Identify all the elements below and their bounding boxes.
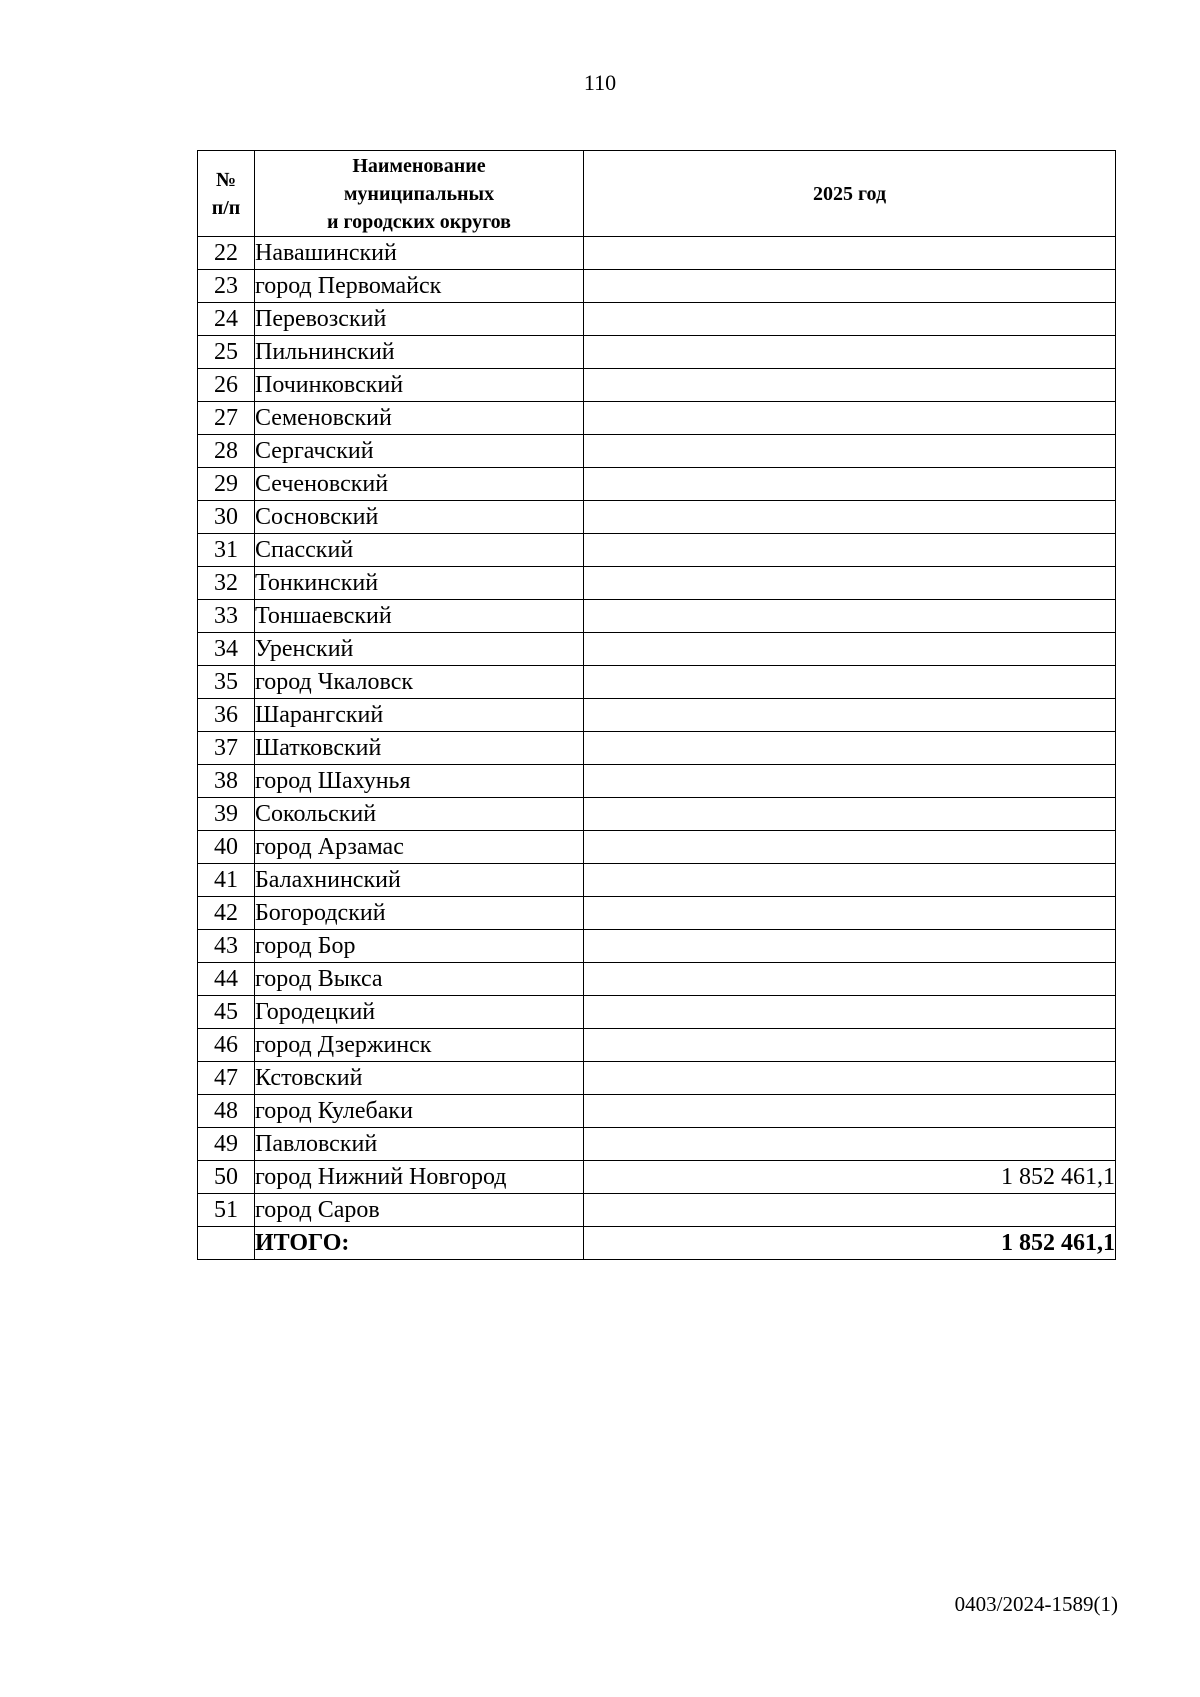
row-value: [584, 501, 1116, 534]
row-value: [584, 831, 1116, 864]
row-value: [584, 270, 1116, 303]
row-value: 1 852 461,1: [584, 1161, 1116, 1194]
row-value: [584, 864, 1116, 897]
row-name: Тонкинский: [255, 567, 584, 600]
table-row: [198, 501, 1116, 534]
total-label: ИТОГО:: [255, 1227, 584, 1260]
table-row: [198, 831, 1116, 864]
row-name: город Первомайск: [255, 270, 584, 303]
table-row: [198, 699, 1116, 732]
row-number: 44: [198, 963, 255, 996]
table-row: [198, 1194, 1116, 1227]
table-row: [198, 336, 1116, 369]
row-number: 33: [198, 600, 255, 633]
row-value: [584, 369, 1116, 402]
row-number: 49: [198, 1128, 255, 1161]
row-name: Сокольский: [255, 798, 584, 831]
table-row: [198, 1029, 1116, 1062]
row-value: [584, 435, 1116, 468]
row-number: 30: [198, 501, 255, 534]
row-value: [584, 1095, 1116, 1128]
table-row: [198, 435, 1116, 468]
table-header-row: [198, 151, 1116, 237]
row-name: город Выкса: [255, 963, 584, 996]
row-name: город Дзержинск: [255, 1029, 584, 1062]
row-value: [584, 534, 1116, 567]
table-row: [198, 1062, 1116, 1095]
table-row: [198, 369, 1116, 402]
table-row: [198, 600, 1116, 633]
budget-table: [197, 150, 1116, 1260]
page-number: 110: [583, 70, 617, 95]
total-value: 1 852 461,1: [584, 1227, 1116, 1260]
row-value: [584, 1194, 1116, 1227]
table-row: [198, 1095, 1116, 1128]
table-row: [198, 633, 1116, 666]
table-row: [198, 1128, 1116, 1161]
header-name-line2: муниципальных: [343, 182, 495, 205]
row-number: 26: [198, 369, 255, 402]
row-number: 45: [198, 996, 255, 1029]
header-num: [198, 151, 255, 237]
row-value: [584, 600, 1116, 633]
row-number: 43: [198, 930, 255, 963]
row-value: [584, 996, 1116, 1029]
row-number: 37: [198, 732, 255, 765]
row-number: 25: [198, 336, 255, 369]
row-number: 36: [198, 699, 255, 732]
row-name: Починковский: [255, 369, 584, 402]
row-name: город Бор: [255, 930, 584, 963]
document-code: 0403/2024-1589(1): [954, 1592, 1118, 1616]
row-number: 22: [198, 237, 255, 270]
row-number: 50: [198, 1161, 255, 1194]
row-value: [584, 798, 1116, 831]
row-number: 47: [198, 1062, 255, 1095]
row-number: 23: [198, 270, 255, 303]
row-number: 29: [198, 468, 255, 501]
row-name: Городецкий: [255, 996, 584, 1029]
row-name: Павловский: [255, 1128, 584, 1161]
row-number: 39: [198, 798, 255, 831]
row-number: 24: [198, 303, 255, 336]
row-value: [584, 402, 1116, 435]
row-name: город Саров: [255, 1194, 584, 1227]
table-row: [198, 402, 1116, 435]
row-value: [584, 1029, 1116, 1062]
row-name: Спасский: [255, 534, 584, 567]
row-value: [584, 567, 1116, 600]
row-name: город Арзамас: [255, 831, 584, 864]
row-name: город Нижний Новгород: [255, 1161, 584, 1194]
row-number: 51: [198, 1194, 255, 1227]
row-name: город Шахунья: [255, 765, 584, 798]
table-row: [198, 732, 1116, 765]
table-row: [198, 996, 1116, 1029]
header-num-line2: п/п: [211, 196, 241, 219]
row-name: Кстовский: [255, 1062, 584, 1095]
row-name: Тоншаевский: [255, 600, 584, 633]
table-row: [198, 1161, 1116, 1194]
row-name: Шарангский: [255, 699, 584, 732]
row-number: 34: [198, 633, 255, 666]
table-row: [198, 303, 1116, 336]
row-number: 48: [198, 1095, 255, 1128]
row-name: город Чкаловск: [255, 666, 584, 699]
table-row: [198, 534, 1116, 567]
row-value: [584, 237, 1116, 270]
row-number: 27: [198, 402, 255, 435]
row-value: [584, 633, 1116, 666]
header-year: 2025 год: [584, 151, 1116, 237]
row-number: 41: [198, 864, 255, 897]
row-name: Шатковский: [255, 732, 584, 765]
row-name: Семеновский: [255, 402, 584, 435]
table-row: [198, 765, 1116, 798]
row-value: [584, 336, 1116, 369]
table-row: [198, 897, 1116, 930]
table-row: [198, 798, 1116, 831]
header-name-line1: Наименование: [352, 154, 486, 177]
row-value: [584, 930, 1116, 963]
row-value: [584, 765, 1116, 798]
total-empty-cell: [198, 1227, 255, 1260]
row-number: 28: [198, 435, 255, 468]
row-number: 38: [198, 765, 255, 798]
table-row: [198, 963, 1116, 996]
header-name: [255, 151, 584, 237]
row-name: Навашинский: [255, 237, 584, 270]
table-row: [198, 468, 1116, 501]
table-row: [198, 666, 1116, 699]
row-name: Балахнинский: [255, 864, 584, 897]
row-value: [584, 732, 1116, 765]
row-name: город Кулебаки: [255, 1095, 584, 1128]
table-row: [198, 237, 1116, 270]
row-value: [584, 1062, 1116, 1095]
header-num-line1: №: [215, 168, 237, 191]
table-row: [198, 864, 1116, 897]
table-row: [198, 567, 1116, 600]
header-name-line3: и городских округов: [327, 210, 511, 233]
row-value: [584, 897, 1116, 930]
row-value: [584, 1128, 1116, 1161]
row-number: 32: [198, 567, 255, 600]
row-name: Сеченовский: [255, 468, 584, 501]
row-number: 42: [198, 897, 255, 930]
row-name: Сергачский: [255, 435, 584, 468]
row-value: [584, 963, 1116, 996]
row-number: 40: [198, 831, 255, 864]
table-body: [198, 237, 1116, 1260]
row-number: 46: [198, 1029, 255, 1062]
row-value: [584, 666, 1116, 699]
table-row: [198, 930, 1116, 963]
row-name: Уренский: [255, 633, 584, 666]
row-value: [584, 699, 1116, 732]
row-name: Пильнинский: [255, 336, 584, 369]
row-value: [584, 303, 1116, 336]
row-name: Богородский: [255, 897, 584, 930]
row-name: Перевозский: [255, 303, 584, 336]
total-row: [198, 1227, 1116, 1260]
row-number: 35: [198, 666, 255, 699]
row-name: Сосновский: [255, 501, 584, 534]
table-row: [198, 270, 1116, 303]
row-value: [584, 468, 1116, 501]
row-number: 31: [198, 534, 255, 567]
